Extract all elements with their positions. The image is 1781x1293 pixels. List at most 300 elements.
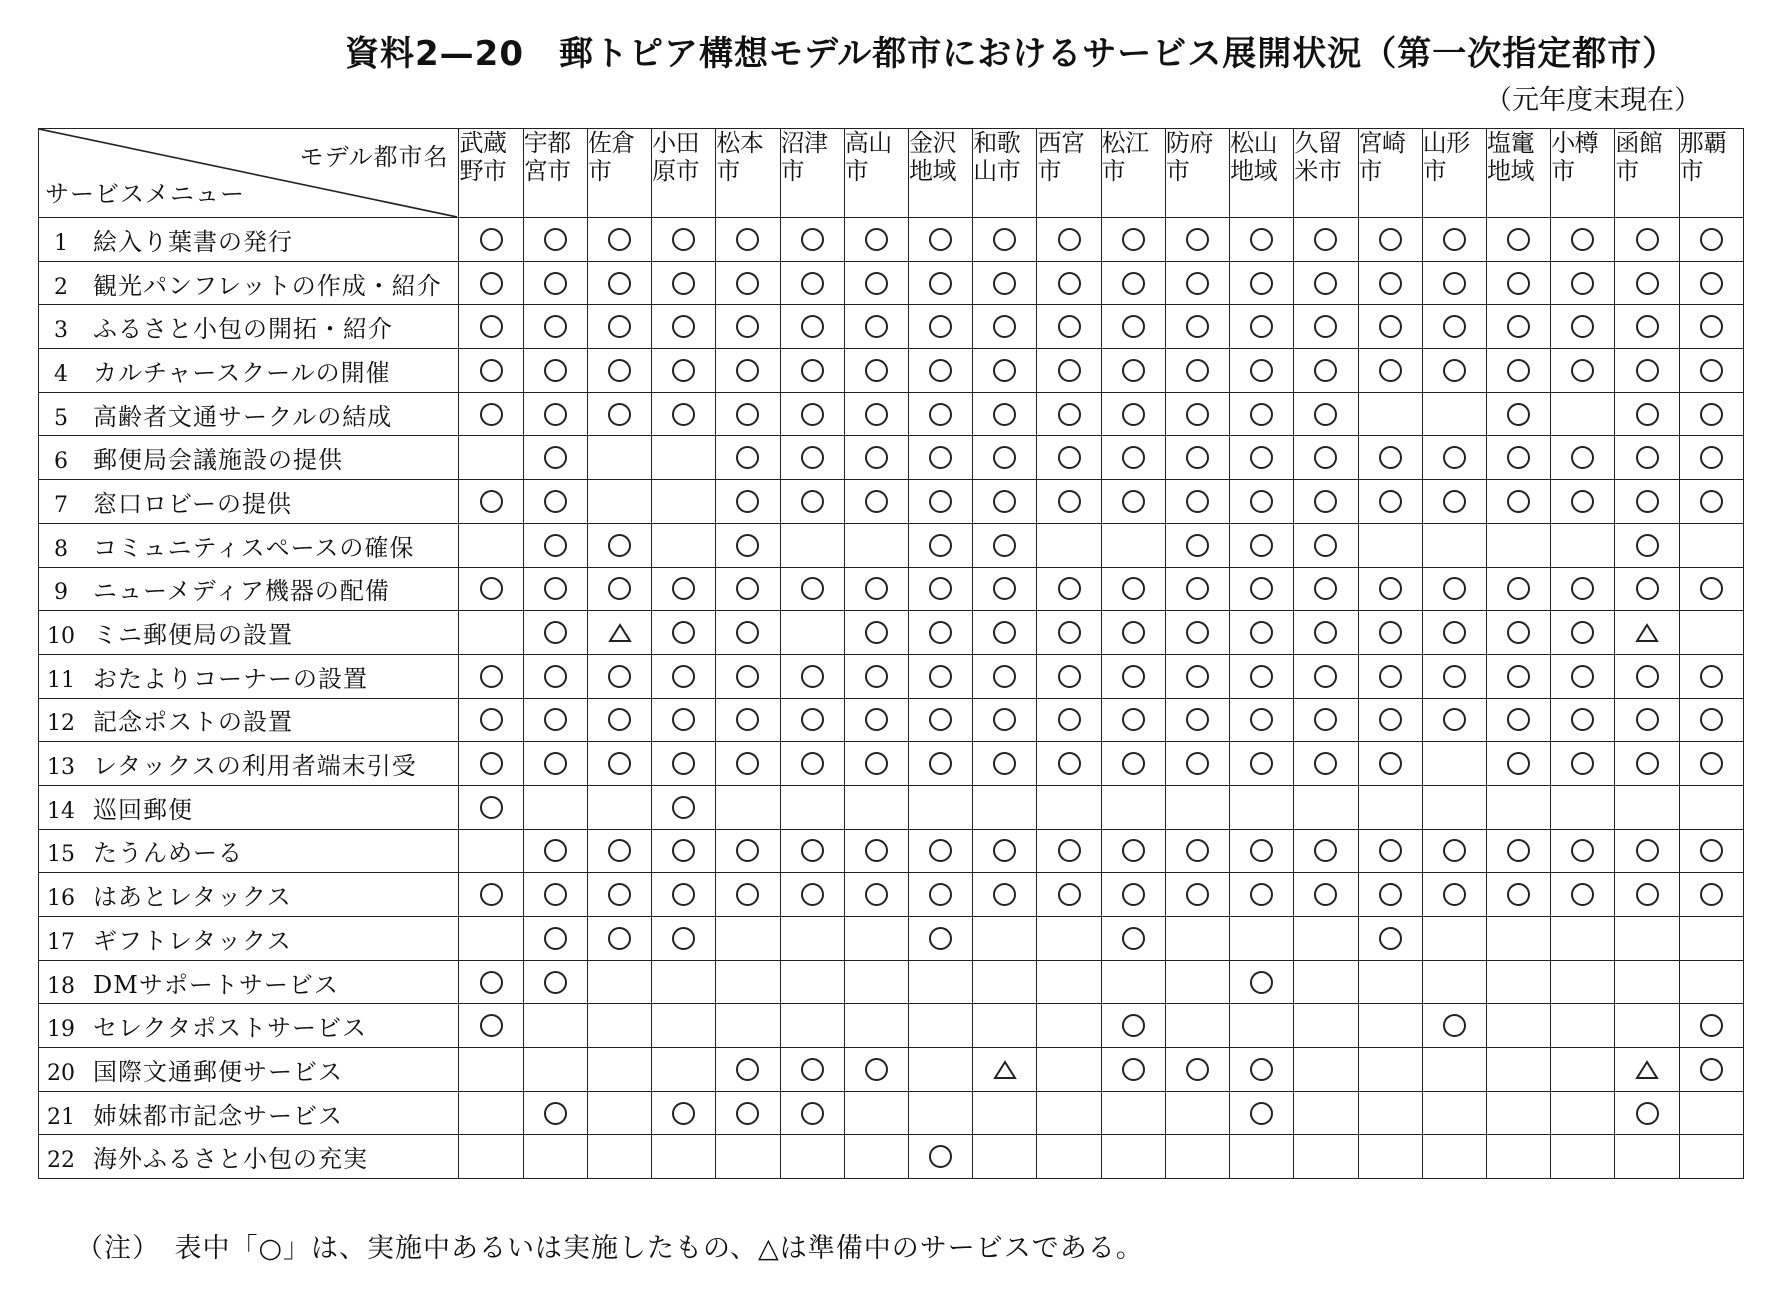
implemented-circle-mark xyxy=(1186,883,1209,906)
implemented-circle-mark xyxy=(736,315,759,338)
status-cell xyxy=(1358,261,1422,305)
implemented-circle-mark xyxy=(480,315,503,338)
implemented-circle-mark xyxy=(865,708,888,731)
implemented-circle-mark xyxy=(1314,315,1337,338)
status-cell xyxy=(1037,305,1101,349)
status-cell xyxy=(716,917,780,961)
implemented-circle-mark xyxy=(1314,534,1337,557)
city-name: 金沢 地域 xyxy=(909,129,956,185)
implemented-circle-mark xyxy=(608,359,631,382)
status-cell xyxy=(523,1048,587,1092)
status-cell xyxy=(1615,480,1679,524)
implemented-circle-mark xyxy=(1250,315,1273,338)
status-cell xyxy=(1165,1091,1229,1135)
status-cell xyxy=(1165,829,1229,873)
menu-axis-label: サービスメニュー xyxy=(45,180,245,208)
status-cell xyxy=(1165,1004,1229,1048)
implemented-circle-mark xyxy=(1636,534,1659,557)
status-cell xyxy=(909,480,973,524)
status-cell xyxy=(1358,917,1422,961)
status-cell xyxy=(1358,436,1422,480)
city-header xyxy=(1294,129,1358,218)
implemented-circle-mark xyxy=(1186,708,1209,731)
implemented-circle-mark xyxy=(801,1058,824,1081)
implemented-circle-mark xyxy=(1379,446,1402,469)
status-cell xyxy=(1230,1048,1294,1092)
implemented-circle-mark xyxy=(672,621,695,644)
header-row xyxy=(39,129,1744,218)
service-menu-cell xyxy=(39,917,459,961)
implemented-circle-mark xyxy=(672,752,695,775)
status-cell xyxy=(973,523,1037,567)
service-name: 郵便局会議施設の提供 xyxy=(93,446,343,475)
status-cell xyxy=(973,611,1037,655)
implemented-circle-mark xyxy=(801,665,824,688)
implemented-circle-mark xyxy=(1058,446,1081,469)
service-name: 高齢者文通サークルの結成 xyxy=(93,402,393,431)
implemented-circle-mark xyxy=(1379,665,1402,688)
implemented-circle-mark xyxy=(544,621,567,644)
status-cell xyxy=(523,654,587,698)
status-cell xyxy=(1037,523,1101,567)
status-cell xyxy=(1615,349,1679,393)
implemented-circle-mark xyxy=(1700,708,1723,731)
city-header xyxy=(1486,129,1550,218)
status-cell xyxy=(523,829,587,873)
status-cell xyxy=(1551,960,1615,1004)
status-cell xyxy=(973,567,1037,611)
status-cell xyxy=(652,611,716,655)
status-cell xyxy=(780,611,844,655)
implemented-circle-mark xyxy=(1700,272,1723,295)
status-cell xyxy=(652,917,716,961)
implemented-circle-mark xyxy=(1443,665,1466,688)
status-cell xyxy=(1037,436,1101,480)
status-cell xyxy=(909,829,973,873)
implemented-circle-mark xyxy=(1186,490,1209,513)
status-cell xyxy=(587,742,651,786)
city-name: 松本 市 xyxy=(716,129,764,185)
implemented-circle-mark xyxy=(1571,665,1594,688)
status-cell xyxy=(652,873,716,917)
implemented-circle-mark xyxy=(1186,534,1209,557)
status-cell xyxy=(652,1004,716,1048)
implemented-circle-mark xyxy=(865,883,888,906)
implemented-circle-mark xyxy=(1314,708,1337,731)
city-name: 和歌 山市 xyxy=(973,129,1021,185)
implemented-circle-mark xyxy=(736,1058,759,1081)
status-cell xyxy=(1165,480,1229,524)
status-cell xyxy=(909,261,973,305)
status-cell xyxy=(1422,785,1486,829)
status-cell xyxy=(1037,1004,1101,1048)
city-header xyxy=(1230,129,1294,218)
status-cell xyxy=(844,523,908,567)
status-cell xyxy=(1358,742,1422,786)
status-cell xyxy=(1551,567,1615,611)
implemented-circle-mark xyxy=(1443,315,1466,338)
table-row xyxy=(39,742,1744,786)
implemented-circle-mark xyxy=(1700,228,1723,251)
status-cell xyxy=(844,829,908,873)
implemented-circle-mark xyxy=(1507,272,1530,295)
service-menu-cell xyxy=(39,567,459,611)
implemented-circle-mark xyxy=(1314,359,1337,382)
status-cell xyxy=(1165,567,1229,611)
implemented-circle-mark xyxy=(1379,359,1402,382)
implemented-circle-mark xyxy=(1571,359,1594,382)
status-cell xyxy=(973,654,1037,698)
table-row xyxy=(39,480,1744,524)
status-cell xyxy=(1486,873,1550,917)
status-cell xyxy=(844,873,908,917)
city-name: 防府 市 xyxy=(1165,129,1213,185)
implemented-circle-mark xyxy=(736,839,759,862)
status-cell xyxy=(1101,960,1165,1004)
implemented-circle-mark xyxy=(1507,228,1530,251)
implemented-circle-mark xyxy=(929,621,952,644)
implemented-circle-mark xyxy=(1058,490,1081,513)
footnote: （注） 表中「○」は、実施中あるいは実施したもの、△は準備中のサービスである。 xyxy=(76,1233,1144,1264)
status-cell xyxy=(973,218,1037,262)
implemented-circle-mark xyxy=(736,359,759,382)
status-cell xyxy=(973,698,1037,742)
status-cell xyxy=(844,742,908,786)
implemented-circle-mark xyxy=(801,315,824,338)
status-cell xyxy=(973,1135,1037,1179)
implemented-circle-mark xyxy=(993,839,1016,862)
row-number: 14 xyxy=(47,798,75,824)
status-cell xyxy=(909,305,973,349)
city-header xyxy=(1615,129,1679,218)
status-cell xyxy=(652,960,716,1004)
implemented-circle-mark xyxy=(1379,577,1402,600)
city-name: 山形 市 xyxy=(1422,129,1470,185)
implemented-circle-mark xyxy=(1379,708,1402,731)
status-cell xyxy=(1294,960,1358,1004)
city-name: 宮崎 市 xyxy=(1358,129,1406,185)
status-cell xyxy=(716,960,780,1004)
implemented-circle-mark xyxy=(480,883,503,906)
status-cell xyxy=(1165,873,1229,917)
status-cell xyxy=(909,392,973,436)
status-cell xyxy=(909,1004,973,1048)
implemented-circle-mark xyxy=(801,883,824,906)
implemented-circle-mark xyxy=(544,272,567,295)
implemented-circle-mark xyxy=(736,577,759,600)
status-cell xyxy=(1422,305,1486,349)
service-name: ミニ郵便局の設置 xyxy=(93,621,293,650)
implemented-circle-mark xyxy=(801,359,824,382)
implemented-circle-mark xyxy=(1636,272,1659,295)
table-row xyxy=(39,960,1744,1004)
status-cell xyxy=(587,567,651,611)
implemented-circle-mark xyxy=(1379,621,1402,644)
status-cell xyxy=(1422,917,1486,961)
implemented-circle-mark xyxy=(1571,621,1594,644)
city-header xyxy=(844,129,908,218)
status-cell xyxy=(1486,218,1550,262)
status-cell xyxy=(1486,829,1550,873)
row-number: 7 xyxy=(54,492,68,518)
implemented-circle-mark xyxy=(544,577,567,600)
table-row xyxy=(39,349,1744,393)
status-cell xyxy=(844,960,908,1004)
implemented-circle-mark xyxy=(1636,752,1659,775)
implemented-circle-mark xyxy=(993,490,1016,513)
status-cell xyxy=(1294,654,1358,698)
implemented-circle-mark xyxy=(1700,403,1723,426)
implemented-circle-mark xyxy=(1250,1102,1273,1125)
implemented-circle-mark xyxy=(993,621,1016,644)
status-cell xyxy=(1679,1048,1743,1092)
implemented-circle-mark xyxy=(1700,1014,1723,1037)
status-cell xyxy=(1037,261,1101,305)
implemented-circle-mark xyxy=(736,403,759,426)
status-cell xyxy=(1358,829,1422,873)
status-cell xyxy=(1358,480,1422,524)
status-cell xyxy=(652,480,716,524)
status-cell xyxy=(1422,829,1486,873)
status-cell xyxy=(1294,480,1358,524)
status-cell xyxy=(1037,873,1101,917)
status-cell xyxy=(1037,218,1101,262)
implemented-circle-mark xyxy=(1443,621,1466,644)
implemented-circle-mark xyxy=(865,359,888,382)
implemented-circle-mark xyxy=(993,272,1016,295)
implemented-circle-mark xyxy=(1058,272,1081,295)
table-row xyxy=(39,654,1744,698)
implemented-circle-mark xyxy=(1122,1058,1145,1081)
implemented-circle-mark xyxy=(865,446,888,469)
status-cell xyxy=(1551,829,1615,873)
implemented-circle-mark xyxy=(1186,228,1209,251)
status-cell xyxy=(587,480,651,524)
status-cell xyxy=(780,654,844,698)
status-cell xyxy=(1551,523,1615,567)
status-cell xyxy=(780,305,844,349)
city-name: 小樽 市 xyxy=(1551,129,1599,185)
status-cell xyxy=(587,1091,651,1135)
status-cell xyxy=(1165,392,1229,436)
implemented-circle-mark xyxy=(1379,490,1402,513)
status-cell xyxy=(459,873,523,917)
implemented-circle-mark xyxy=(608,534,631,557)
status-cell xyxy=(716,1135,780,1179)
status-cell xyxy=(1165,436,1229,480)
implemented-circle-mark xyxy=(1379,927,1402,950)
status-cell xyxy=(1294,873,1358,917)
implemented-circle-mark xyxy=(1636,403,1659,426)
implemented-circle-mark xyxy=(1186,752,1209,775)
implemented-circle-mark xyxy=(1636,315,1659,338)
city-header xyxy=(459,129,523,218)
implemented-circle-mark xyxy=(1571,272,1594,295)
status-cell xyxy=(909,567,973,611)
status-cell xyxy=(1486,305,1550,349)
implemented-circle-mark xyxy=(672,315,695,338)
implemented-circle-mark xyxy=(929,665,952,688)
implemented-circle-mark xyxy=(1250,971,1273,994)
status-cell xyxy=(1294,523,1358,567)
implemented-circle-mark xyxy=(608,272,631,295)
status-cell xyxy=(587,349,651,393)
city-axis-label: モデル都市名 xyxy=(299,143,449,171)
status-cell xyxy=(1101,654,1165,698)
status-cell xyxy=(459,523,523,567)
status-cell xyxy=(1551,698,1615,742)
status-cell xyxy=(1551,218,1615,262)
status-cell xyxy=(844,392,908,436)
implemented-circle-mark xyxy=(865,403,888,426)
status-cell xyxy=(1037,698,1101,742)
status-cell xyxy=(1230,960,1294,1004)
implemented-circle-mark xyxy=(929,534,952,557)
status-cell xyxy=(973,1048,1037,1092)
implemented-circle-mark xyxy=(736,883,759,906)
service-name: ニューメディア機器の配備 xyxy=(93,577,390,606)
status-cell xyxy=(780,436,844,480)
status-cell xyxy=(1422,742,1486,786)
city-name: 久留 米市 xyxy=(1294,129,1342,185)
row-number: 2 xyxy=(54,274,68,300)
city-header xyxy=(1551,129,1615,218)
implemented-circle-mark xyxy=(1507,490,1530,513)
status-cell xyxy=(973,349,1037,393)
status-cell xyxy=(1037,480,1101,524)
status-cell xyxy=(1294,218,1358,262)
implemented-circle-mark xyxy=(1379,839,1402,862)
implemented-circle-mark xyxy=(1250,228,1273,251)
status-cell xyxy=(1037,567,1101,611)
status-cell xyxy=(459,654,523,698)
status-cell xyxy=(1294,1135,1358,1179)
service-name: コミュニティスペースの確保 xyxy=(93,533,415,562)
implemented-circle-mark xyxy=(672,272,695,295)
status-cell xyxy=(1486,917,1550,961)
status-cell xyxy=(652,654,716,698)
implemented-circle-mark xyxy=(801,272,824,295)
status-cell xyxy=(523,392,587,436)
implemented-circle-mark xyxy=(1571,883,1594,906)
status-cell xyxy=(1165,1135,1229,1179)
implemented-circle-mark xyxy=(480,272,503,295)
status-cell xyxy=(1101,1004,1165,1048)
corner-header-cell xyxy=(39,129,459,218)
service-name: 絵入り葉書の発行 xyxy=(93,227,293,256)
status-cell xyxy=(1615,436,1679,480)
status-cell xyxy=(523,742,587,786)
status-cell xyxy=(1358,218,1422,262)
implemented-circle-mark xyxy=(1250,665,1273,688)
status-cell xyxy=(1422,1004,1486,1048)
implemented-circle-mark xyxy=(1250,403,1273,426)
implemented-circle-mark xyxy=(929,839,952,862)
status-cell xyxy=(909,785,973,829)
service-menu-cell xyxy=(39,1048,459,1092)
status-cell xyxy=(459,698,523,742)
status-cell xyxy=(1294,392,1358,436)
status-cell xyxy=(1422,480,1486,524)
status-cell xyxy=(1294,742,1358,786)
date-note: （元年度末現在） xyxy=(1485,85,1701,116)
implemented-circle-mark xyxy=(1122,665,1145,688)
implemented-circle-mark xyxy=(1636,708,1659,731)
status-cell xyxy=(1165,523,1229,567)
implemented-circle-mark xyxy=(672,927,695,950)
city-name: 高山 市 xyxy=(844,129,892,185)
status-cell xyxy=(1615,917,1679,961)
implemented-circle-mark xyxy=(1250,359,1273,382)
status-cell xyxy=(459,917,523,961)
status-cell xyxy=(909,436,973,480)
in-preparation-triangle-mark xyxy=(993,1060,1017,1080)
service-name: ギフトレタックス xyxy=(93,926,292,955)
status-cell xyxy=(587,305,651,349)
implemented-circle-mark xyxy=(1122,228,1145,251)
implemented-circle-mark xyxy=(1507,839,1530,862)
status-cell xyxy=(844,349,908,393)
implemented-circle-mark xyxy=(1250,839,1273,862)
implemented-circle-mark xyxy=(1250,621,1273,644)
implemented-circle-mark xyxy=(929,577,952,600)
implemented-circle-mark xyxy=(480,490,503,513)
status-cell xyxy=(459,349,523,393)
status-cell xyxy=(716,480,780,524)
implemented-circle-mark xyxy=(929,490,952,513)
row-number: 1 xyxy=(54,230,68,256)
status-cell xyxy=(652,436,716,480)
status-cell xyxy=(1101,785,1165,829)
status-cell xyxy=(1294,567,1358,611)
status-cell xyxy=(1486,392,1550,436)
city-name: 那覇 市 xyxy=(1679,129,1727,185)
status-cell xyxy=(716,654,780,698)
implemented-circle-mark xyxy=(672,228,695,251)
status-cell xyxy=(1101,305,1165,349)
city-header xyxy=(716,129,780,218)
status-cell xyxy=(1486,1135,1550,1179)
status-cell xyxy=(1294,611,1358,655)
implemented-circle-mark xyxy=(1314,403,1337,426)
status-cell xyxy=(1101,873,1165,917)
status-cell xyxy=(973,261,1037,305)
implemented-circle-mark xyxy=(1058,883,1081,906)
status-cell xyxy=(459,305,523,349)
implemented-circle-mark xyxy=(1636,883,1659,906)
implemented-circle-mark xyxy=(993,708,1016,731)
status-cell xyxy=(1486,567,1550,611)
status-cell xyxy=(1615,698,1679,742)
status-cell xyxy=(973,742,1037,786)
implemented-circle-mark xyxy=(1443,708,1466,731)
status-cell xyxy=(973,829,1037,873)
service-name: 海外ふるさと小包の充実 xyxy=(93,1145,368,1174)
status-cell xyxy=(1679,436,1743,480)
status-cell xyxy=(1101,1091,1165,1135)
status-cell xyxy=(1551,1135,1615,1179)
row-number: 6 xyxy=(54,449,68,475)
implemented-circle-mark xyxy=(865,272,888,295)
implemented-circle-mark xyxy=(1122,403,1145,426)
status-cell xyxy=(587,698,651,742)
status-cell xyxy=(1422,523,1486,567)
service-menu-cell xyxy=(39,960,459,1004)
implemented-circle-mark xyxy=(736,752,759,775)
implemented-circle-mark xyxy=(929,446,952,469)
implemented-circle-mark xyxy=(1507,752,1530,775)
status-cell xyxy=(1615,567,1679,611)
